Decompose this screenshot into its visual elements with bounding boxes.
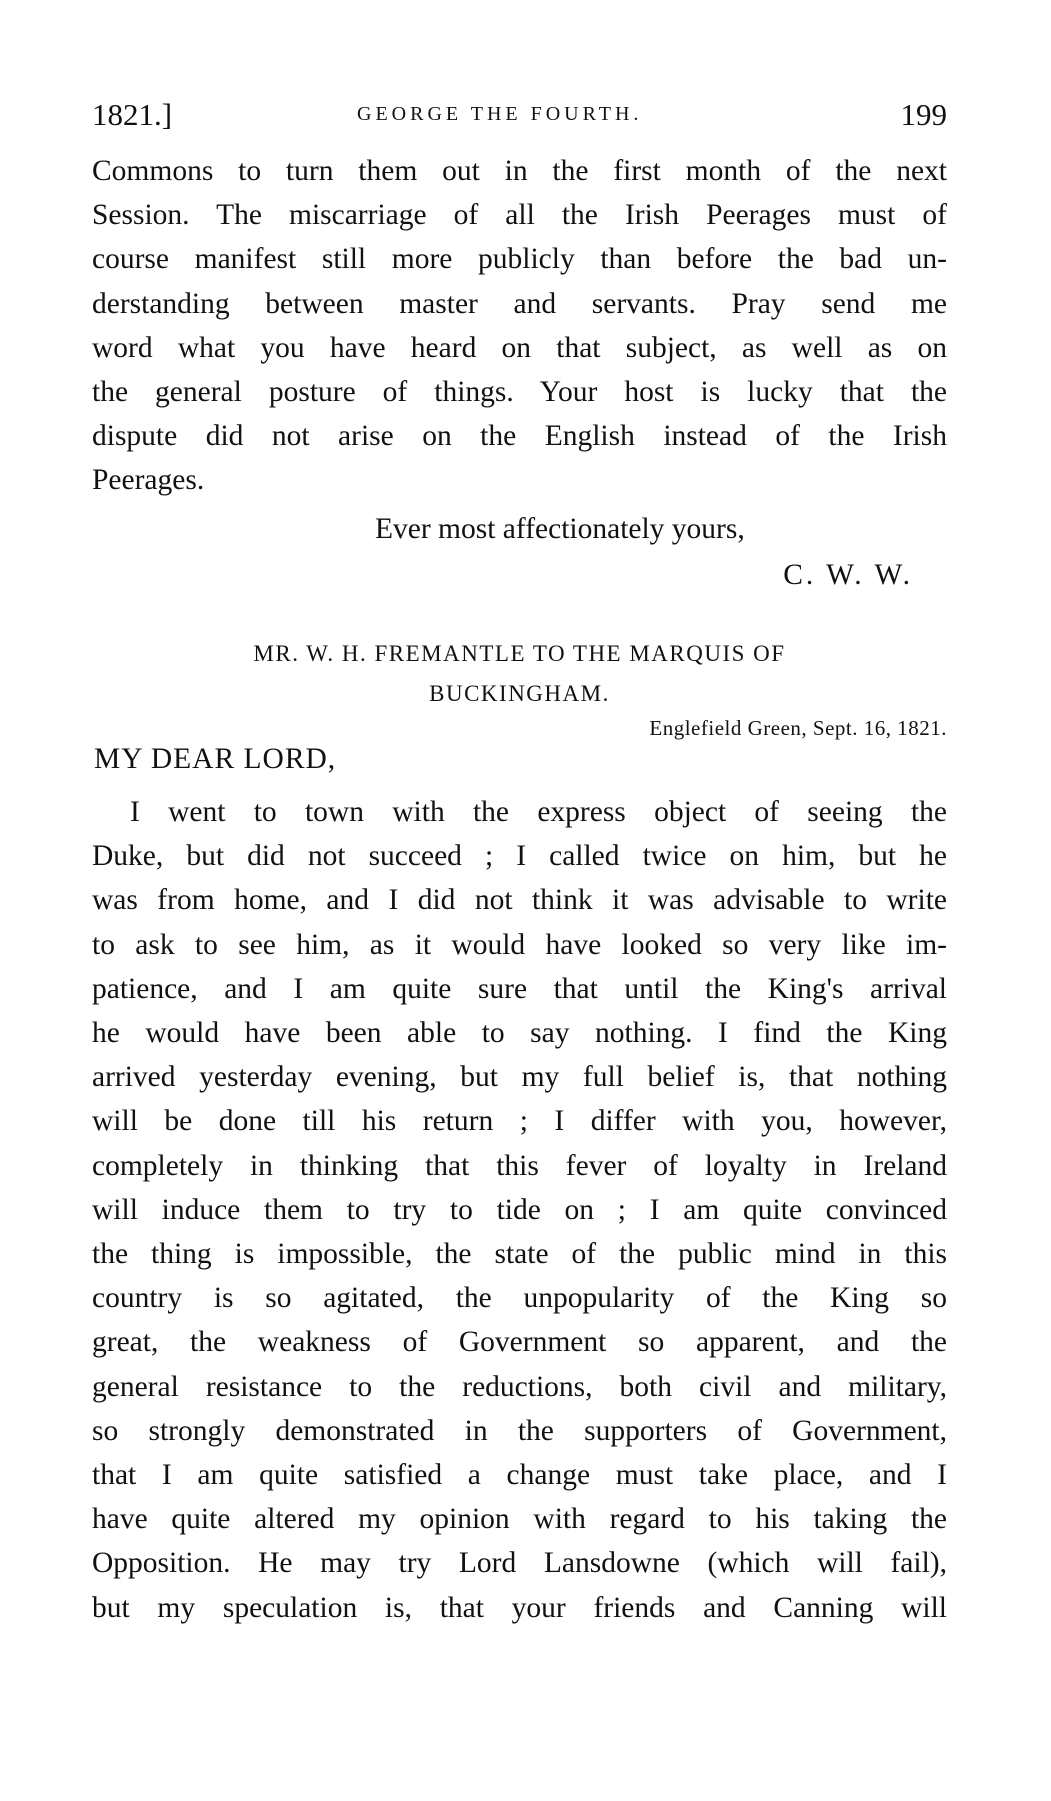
text-line: Session. The miscarriage of all the Irish Peerages must of xyxy=(92,199,947,232)
text-line: course manifest still more publicly than before the bad un- xyxy=(92,243,947,276)
text-line: will induce them to try to tide on ; I am quite convinced xyxy=(92,1193,947,1226)
text-line: he would have been able to say nothing. I find the King xyxy=(92,1017,947,1050)
text-line: the general posture of things. Your host is lucky that the xyxy=(92,376,947,409)
header-year: 1821.] xyxy=(92,97,173,132)
text-line: derstanding between master and servants. Pray send me xyxy=(92,287,947,320)
letter-heading-line: MR. W. H. FREMANTLE TO THE MARQUIS OF xyxy=(253,641,786,666)
text-line: great, the weakness of Government so apparent, and the xyxy=(92,1326,947,1359)
letter-signature: C. W. W. xyxy=(783,559,913,591)
text-line: completely in thinking that this fever of loyalty in Ireland xyxy=(92,1149,947,1182)
page-header xyxy=(92,97,947,137)
letter-salutation: MY DEAR LORD, xyxy=(94,743,337,775)
text-line: general resistance to the reductions, both civil and military, xyxy=(92,1370,947,1403)
text-line: country is so agitated, the unpopularity of the King so xyxy=(92,1282,947,1315)
text-line: but my speculation is, that your friends and Canning will xyxy=(92,1591,947,1624)
text-line: Commons to turn them out in the first month of the next xyxy=(92,155,947,187)
text-line: that I am quite satisfied a change must take place, and I xyxy=(92,1459,947,1492)
letter-heading xyxy=(92,634,947,714)
text-line: was from home, and I did not think it was advisable to write xyxy=(92,884,947,917)
text-line: I went to town with the express object of seeing the xyxy=(130,796,947,828)
text-line: arrived yesterday evening, but my full belief is, that nothing xyxy=(92,1061,947,1094)
second-letter-text xyxy=(92,790,947,1630)
text-line: to ask to see him, as it would have looked so very like im- xyxy=(92,928,947,961)
text-line: Peerages. xyxy=(92,464,205,497)
text-line: will be done till his return ; I differ with you, however, xyxy=(92,1105,947,1138)
text-line: word what you have heard on that subject, as well as on xyxy=(92,331,947,364)
text-line: dispute did not arise on the English instead of the Irish xyxy=(92,420,947,453)
text-line: have quite altered my opinion with regard to his taking the xyxy=(92,1503,947,1536)
letter-closing: Ever most affectionately yours, xyxy=(375,513,745,545)
letter-heading-line: BUCKINGHAM. xyxy=(429,681,610,706)
text-line: Opposition. He may try Lord Lansdowne (which will fail), xyxy=(92,1547,947,1580)
page-number: 199 xyxy=(900,97,947,132)
first-letter-text xyxy=(92,149,947,503)
text-line: Duke, but did not succeed ; I called twice on him, but he xyxy=(92,840,947,873)
text-line: so strongly demonstrated in the supporters of Government, xyxy=(92,1414,947,1447)
text-line: the thing is impossible, the state of the public mind in this xyxy=(92,1238,947,1271)
text-line: patience, and I am quite sure that until the King's arrival xyxy=(92,972,947,1005)
letter-dateline: Englefield Green, Sept. 16, 1821. xyxy=(649,716,947,740)
running-title: GEORGE THE FOURTH. xyxy=(357,103,643,125)
